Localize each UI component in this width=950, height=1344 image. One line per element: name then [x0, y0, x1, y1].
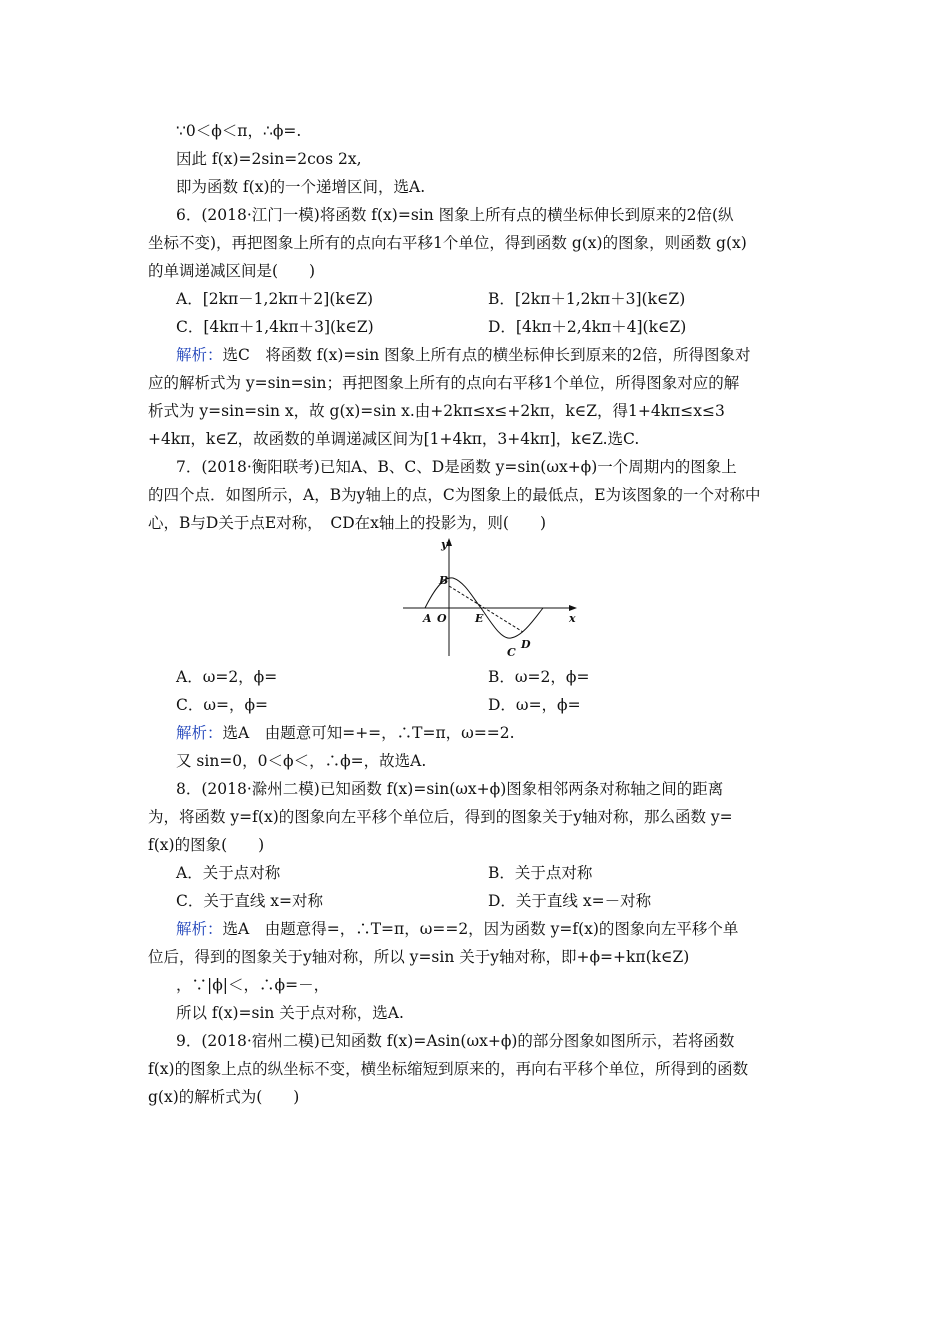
q7-stem-line: 的四个点．如图所示，A，B为y轴上的点，C为图象上的最低点，E为该图象的一个对称中	[148, 486, 761, 504]
q7-option-b: B．ω=2，ϕ=	[488, 668, 590, 686]
q7-option-c: C．ω=，ϕ=	[176, 696, 269, 714]
analysis-label: 解析：	[176, 724, 223, 742]
q6-solution-line: 析式为 y=sin=sin x，故 g(x)=sin x.由+2kπ≤x≤+2kπ，k∈Z，得1+4kπ≤x≤3	[148, 402, 725, 420]
q6-option-b: B．[2kπ＋1,2kπ＋3](k∈Z)	[488, 290, 686, 308]
point-label-b: B	[439, 574, 449, 587]
q6-option-d: D．[4kπ＋2,4kπ＋4](k∈Z)	[488, 318, 687, 336]
q9-stem-line: f(x)的图象上点的纵坐标不变，横坐标缩短到原来的，再向右平移个单位，所得到的函数	[148, 1060, 749, 1078]
q8-stem-line: 8．(2018·滁州二模)已知函数 f(x)=sin(ωx+ϕ)图象相邻两条对称轴之间的距离	[176, 780, 724, 798]
q6-solution-text: 选C 将函数 f(x)=sin 图象上所有点的横坐标伸长到原来的2倍，所得图象对	[222, 346, 751, 364]
y-axis-label: y	[441, 538, 448, 551]
point-label-e: E	[475, 612, 484, 625]
q8-solution-line	[176, 922, 738, 938]
origin-label: O	[437, 612, 447, 625]
q7-option-a: A．ω=2，ϕ=	[176, 668, 278, 686]
q6-solution-line: 应的解析式为 y=sin=sin；再把图象上所有的点向右平移1个单位，所得图象对应的解	[148, 374, 740, 392]
point-label-c: C	[507, 646, 516, 659]
q8-option-a: A．关于点对称	[176, 864, 281, 882]
q9-stem-line: g(x)的解析式为( )	[148, 1088, 300, 1106]
q8-solution-line: ，∵|ϕ|＜，∴ϕ=－，	[176, 976, 330, 994]
analysis-label: 解析：	[176, 920, 223, 938]
q7-stem-line: 7．(2018·衡阳联考)已知A、B、C、D是函数 y=sin(ωx+ϕ)一个周期内的图象上	[176, 458, 737, 476]
q7-solution-line: 又 sin=0，0＜ϕ＜，∴ϕ=，故选A.	[176, 752, 427, 770]
q6-stem-line: 6．(2018·江门一模)将函数 f(x)=sin 图象上所有点的横坐标伸长到原来的2倍(纵	[176, 206, 734, 224]
q7-solution-line	[176, 726, 515, 742]
q8-stem-line: 为，将函数 y=f(x)的图象向左平移个单位后，得到的图象关于y轴对称，那么函数 y=	[148, 808, 733, 826]
q6-solution-line: +4kπ，k∈Z，故函数的单调递减区间为[1+4kπ，3+4kπ]，k∈Z.选C.	[148, 430, 640, 448]
q8-option-d: D．关于直线 x=－对称	[488, 892, 652, 910]
q8-solution-text: 选A 由题意得=，∴T=π，ω==2，因为函数 y=f(x)的图象向左平移个单	[222, 920, 739, 938]
point-label-d: D	[521, 638, 531, 651]
analysis-label: 解析：	[176, 346, 223, 364]
q8-stem-line: f(x)的图象( )	[148, 836, 265, 854]
q6-stem-line: 坐标不变)，再把图象上所有的点向右平移1个单位，得到函数 g(x)的图象，则函数 g(x)	[148, 234, 747, 252]
q6-solution-line	[176, 348, 751, 364]
q9-stem-line: 9．(2018·宿州二模)已知函数 f(x)=Asin(ωx+ϕ)的部分图象如图所示，若将函数	[176, 1032, 735, 1050]
q8-solution-line: 所以 f(x)=sin 关于点对称，选A.	[176, 1004, 404, 1022]
sine-graph-figure	[403, 536, 583, 660]
q8-solution-line: 位后，得到的图象关于y轴对称，所以 y=sin 关于y轴对称，即+ϕ=+kπ(k∈Z)	[148, 948, 690, 966]
q7-solution-text: 选A 由题意可知=+=，∴T=π，ω==2.	[222, 724, 515, 742]
x-axis-arrow	[569, 605, 577, 611]
q6-stem-line: 的单调递减区间是( )	[148, 262, 316, 280]
q6-option-a: A．[2kπ－1,2kπ＋2](k∈Z)	[176, 290, 374, 308]
x-axis-label: x	[569, 612, 576, 625]
q8-option-b: B．关于点对称	[488, 864, 593, 882]
text-line: ∵0＜ϕ＜π，∴ϕ=.	[176, 122, 302, 140]
text-line: 即为函数 f(x)的一个递增区间，选A.	[176, 178, 426, 196]
point-label-a: A	[423, 612, 432, 625]
q6-option-c: C．[4kπ＋1,4kπ＋3](k∈Z)	[176, 318, 374, 336]
dashed-segment-bd	[449, 586, 523, 632]
q7-option-d: D．ω=，ϕ=	[488, 696, 581, 714]
q8-option-c: C．关于直线 x=对称	[176, 892, 324, 910]
q7-stem-line: 心，B与D关于点E对称， CD在x轴上的投影为，则( )	[148, 514, 547, 532]
text-line: 因此 f(x)=2sin=2cos 2x,	[176, 150, 362, 168]
